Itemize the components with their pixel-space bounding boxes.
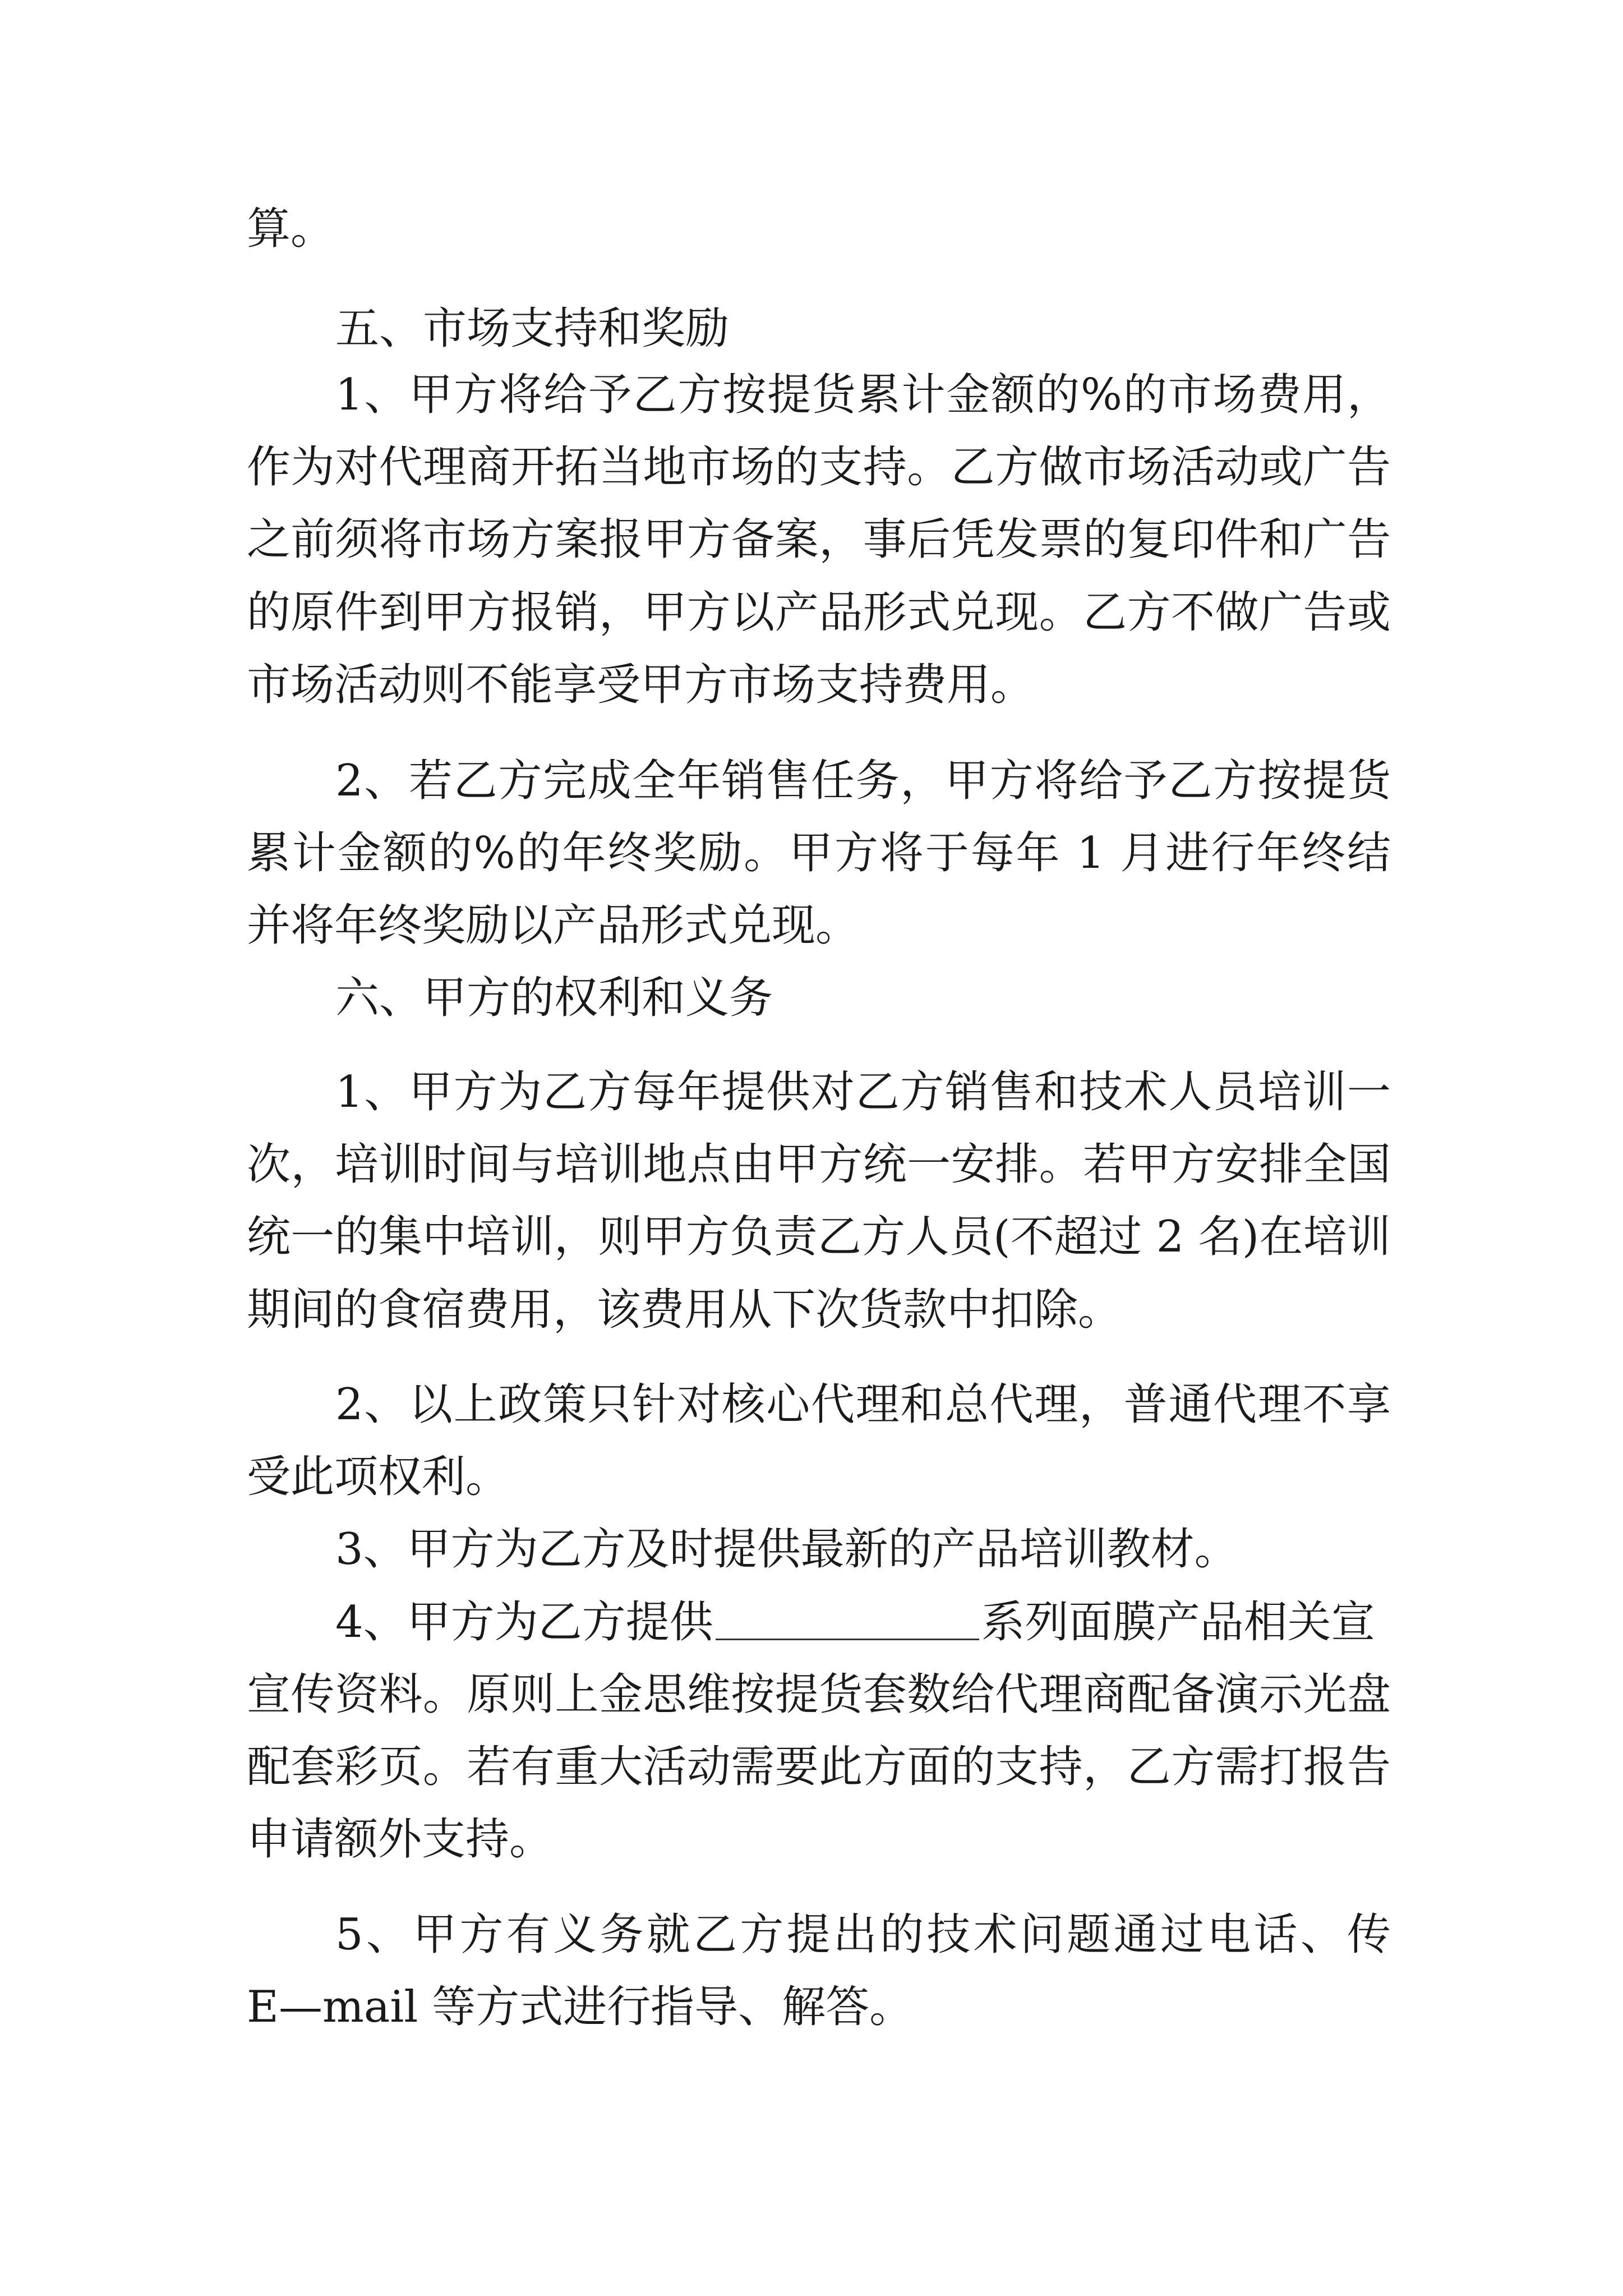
text-line: 之前须将市场方案报甲方备案，事后凭发票的复印件和广告 <box>247 514 1391 565</box>
text-line: 统一的集中培训，则甲方负责乙方人员(不超过 2 名)在培训 <box>247 1212 1391 1262</box>
text-line: 市场活动则不能享受甲方市场支持费用。 <box>247 660 1035 710</box>
text-line: 申请额外支持。 <box>247 1814 554 1865</box>
text-line: 的原件到甲方报销，甲方以产品形式兑现。乙方不做广告或 <box>247 587 1391 638</box>
text-line: 受此项权利。 <box>247 1452 510 1502</box>
text-line: 1、甲方将给予乙方按提货累计金额的%的市场费用， <box>335 370 1391 420</box>
text-line-with-blank <box>335 1593 1479 1651</box>
item4-text-after-blank: 系列面膜产品相关宣 <box>981 1597 1375 1648</box>
text-line: 2、以上政策只针对核心代理和总代理，普通代理不享 <box>335 1379 1391 1430</box>
text-line: 算。 <box>247 204 335 254</box>
text-line: 作为对代理商开拓当地市场的支持。乙方做市场活动或广告 <box>247 442 1391 493</box>
text-line: 3、甲方为乙方及时提供最新的产品培训教材。 <box>335 1524 1238 1575</box>
section-heading: 五、市场支持和奖励 <box>335 303 730 354</box>
text-line: E—mail 等方式进行指导、解答。 <box>247 1982 914 2032</box>
text-line: 期间的食宿费用，该费用从下次货款中扣除。 <box>247 1285 1122 1335</box>
text-line: 1、甲方为乙方每年提供对乙方销售和技术人员培训一 <box>335 1067 1391 1117</box>
text-line: 配套彩页。若有重大活动需要此方面的支持，乙方需打报告 <box>247 1742 1391 1792</box>
fill-in-blank <box>716 1599 979 1640</box>
item4-text-before-blank: 4、甲方为乙方提供 <box>335 1597 713 1648</box>
text-line: 5、甲方有义务就乙方提出的技术问题通过电话、传 <box>335 1910 1391 1960</box>
text-line: 2、若乙方完成全年销售任务，甲方将给予乙方按提货 <box>335 756 1391 806</box>
text-line: 累计金额的%的年终奖励。甲方将于每年 1 月进行年终结 <box>247 828 1391 878</box>
text-line: 并将年终奖励以产品形式兑现。 <box>247 900 860 951</box>
text-line: 次，培训时间与培训地点由甲方统一安排。若甲方安排全国 <box>247 1139 1391 1190</box>
section-heading: 六、甲方的权利和义务 <box>335 973 773 1023</box>
text-line: 宣传资料。原则上金思维按提货套数给代理商配备演示光盘 <box>247 1669 1391 1720</box>
